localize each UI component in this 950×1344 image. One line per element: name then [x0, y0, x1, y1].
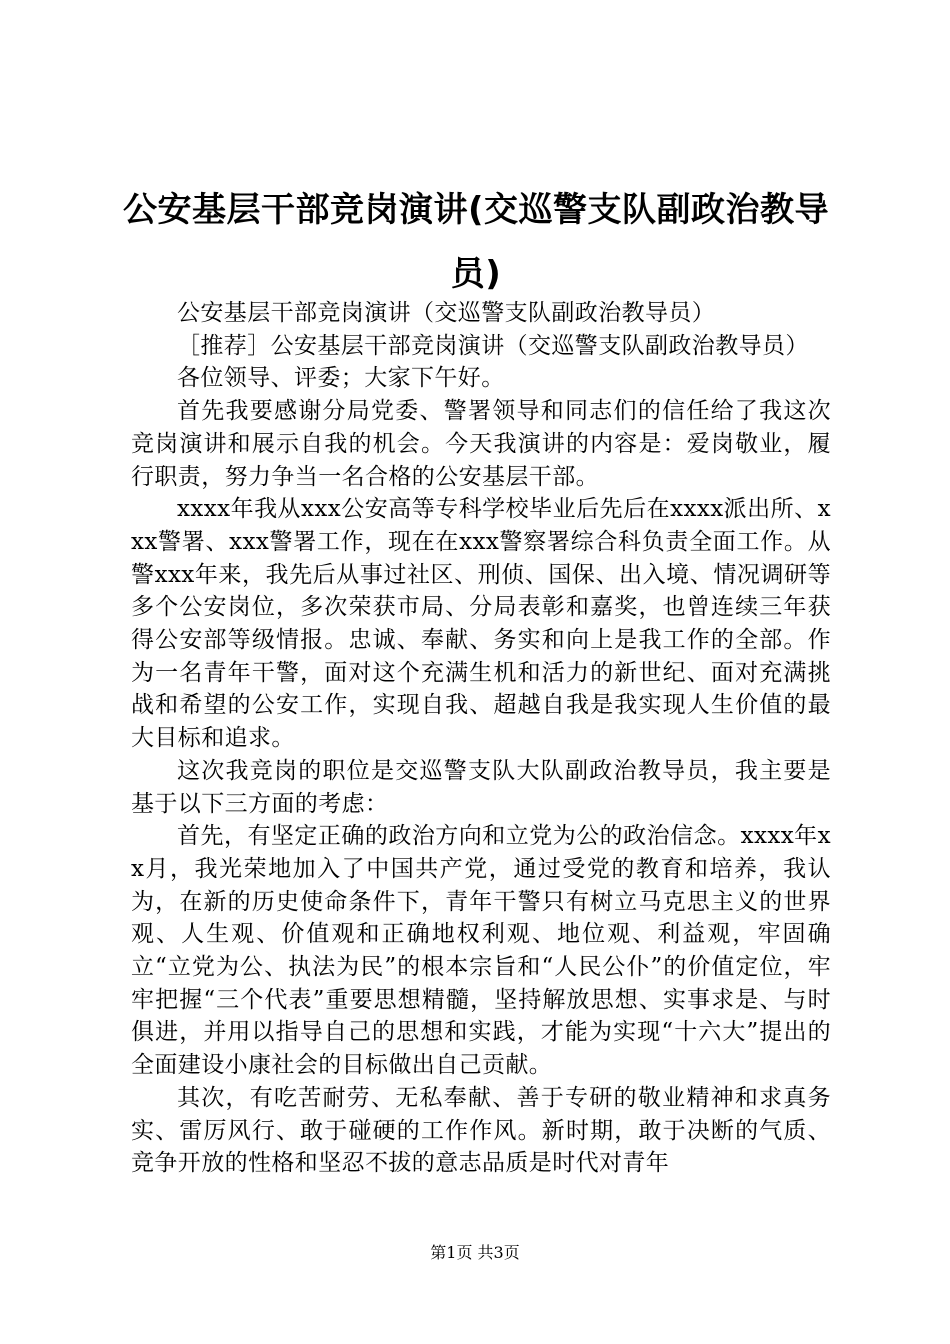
- document-body: [131, 297, 831, 1180]
- paragraph-first-reason: 首先，有坚定正确的政治方向和立党为公的政治信念。xxxx年xx月，我光荣地加入了中国共产党，通过受党的教育和培养，我认为，在新的历史使命条件下，青年干警只有树立马克思主义的世界观、人生观、价值观和正确地权利观、地位观、利益观，牢固确立“立党为公、执法为民”的根本宗旨和“人民公仆”的价值定位，牢牢把握“三个代表”重要思想精髓，坚持解放思想、实事求是、与时俱进，并用以指导自己的思想和实践，才能为实现“十六大”提出的全面建设小康社会的目标做出自己贡献。: [131, 823, 831, 1079]
- paragraph-position: 这次我竞岗的职位是交巡警支队大队副政治教导员，我主要是基于以下三方面的考虑：: [131, 757, 831, 817]
- document-title: 公安基层干部竞岗演讲(交巡警支队副政治教导员): [122, 190, 830, 294]
- paragraph-background: xxxx年我从xxx公安高等专科学校毕业后先后在xxxx派出所、xxx警署、xxx警署工作，现在在xxx警察署综合科负责全面工作。从警xxx年来，我先后从事过社区、刑侦、国保、出入境、情况调研等多个公安岗位，多次荣获市局、分局表彰和嘉奖，也曾连续三年获得公安部等级情报。忠诚、奉献、务实和向上是我工作的全部。作为一名青年干警，面对这个充满生机和活力的新世纪、面对充满挑战和希望的公安工作，实现自我、超越自我是我实现人生价值的最大目标和追求。: [131, 496, 831, 752]
- paragraph-greeting: 各位领导、评委；大家下午好。: [177, 365, 505, 392]
- paragraph-recommended: ［推荐］公安基层干部竞岗演讲（交巡警支队副政治教导员）: [177, 332, 809, 359]
- page-number-footer: 第1页 共3页: [430, 1243, 520, 1262]
- paragraph-heading-repeat: 公安基层干部竞岗演讲（交巡警支队副政治教导员）: [177, 300, 716, 326]
- paragraph-thanks: 首先我要感谢分局党委、警署领导和同志们的信任给了我这次竞岗演讲和展示自我的机会。今天我演讲的内容是：爱岗敬业，履行职责，努力争当一名合格的公安基层干部。: [131, 398, 831, 490]
- paragraph-second-reason: 其次，有吃苦耐劳、无私奉献、善于专研的敬业精神和求真务实、雷厉风行、敢于碰硬的工作作风。新时期，敢于决断的气质、竞争开放的性格和坚忍不拔的意志品质是时代对青年: [131, 1084, 831, 1177]
